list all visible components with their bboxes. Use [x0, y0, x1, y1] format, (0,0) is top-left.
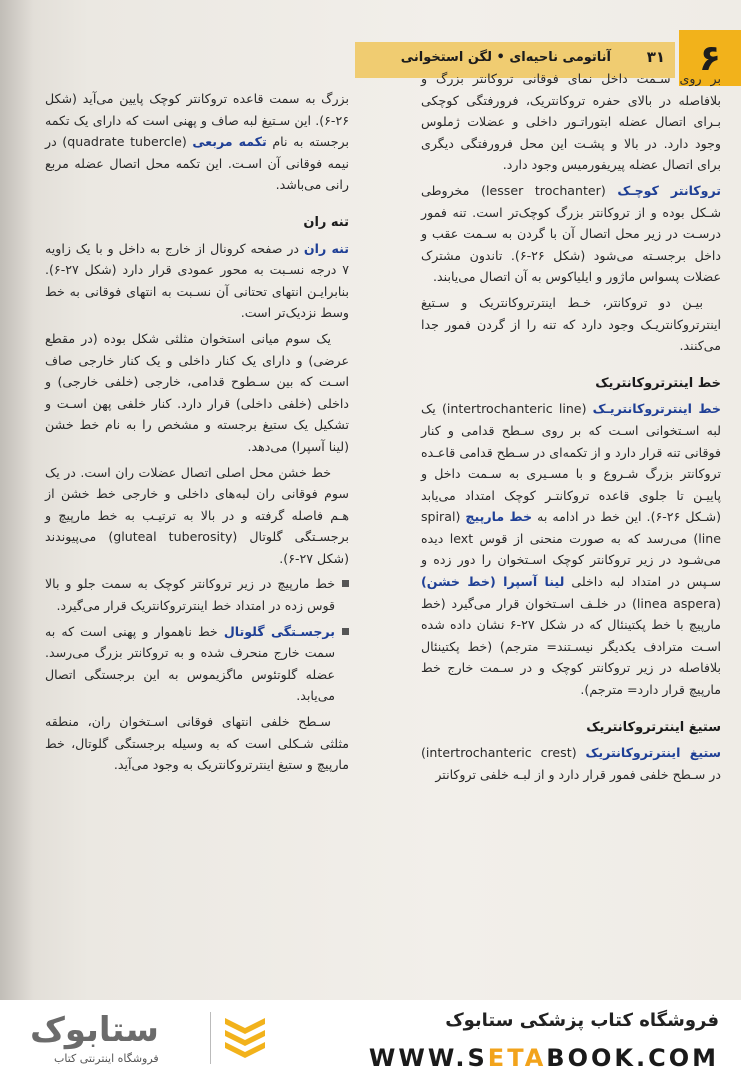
left-column	[45, 88, 349, 780]
url-part: WWW.S	[368, 1044, 488, 1072]
text: خط مارپیچ در زیر تروکانتر کوچک به سمت جلو و بالا قوس زده در امتداد خط اینترتروکانتریک قرار می‌گیرد.	[45, 576, 335, 614]
term-spiral-line: خط مارپیچ	[465, 509, 533, 525]
store-url-link[interactable]	[369, 1044, 719, 1072]
page-gutter-shadow	[0, 0, 34, 1000]
url-accent: ETA	[487, 1044, 547, 1072]
section-heading: ستیغ اینترتروکانتریک	[586, 719, 721, 735]
paragraph-quadrate	[45, 88, 349, 196]
right-column	[421, 68, 721, 789]
paragraph: بیـن دو تروکانتر، خـط اینترتروکانتریک و سـتیغ اینترتروکانتریـک وجود دارد که تنه را از گردن فمور جدا می‌کنند.	[421, 294, 721, 354]
text: در صفحه کرونال از خارج به داخل و با یک زاویه ۷ درجه نسـبت به محور عمودی قرار دارد (شکل ۲۷-۶). بنابرایـن انتهای تحتانی آن نسـبت به انتهای فوقانی به خط وسط نزدیک‌تر است.	[45, 240, 349, 321]
term-intertrochanteric-line: خط اینترتروکانتریـک	[592, 401, 722, 417]
running-title: آناتومی ناحیه‌ای • لگن استخوانی	[400, 50, 611, 65]
term-gluteal-tuberosity: برجسـتگی گلوتال	[223, 623, 335, 639]
paragraph-intertrochanteric-crest	[421, 742, 721, 785]
paragraph: سـطح خلفی انتهای فوقانی اسـتخوان ران، منطقه مثلثی شـکلی است که به وسیله برجستگی گلوتال، خط مارپیچ و ستیغ اینترتروکانتریک به وجود می‌آید.	[45, 714, 349, 773]
text: بزرگ به سمت قاعده تروکانتر کوچک پایین می‌آید (شکل ۲۶-۶). این سـتیغ لبه صاف و پهنی است که دارای یک تکمه برجسته به نام	[45, 91, 349, 150]
chapter-number: ۶	[679, 30, 741, 86]
term-shaft: تنه ران	[303, 240, 349, 256]
term-quadrate-tubercle: تکمه مربعی	[192, 134, 267, 150]
logo-tagline: فروشگاه اینترنتی کتاب	[54, 1052, 159, 1065]
text: (intertrochanteric crest) در سـطح خلفی فمور قرار دارد و از لبـه خلفی تروکانتر	[421, 745, 721, 782]
url-part: BOOK.COM	[546, 1044, 719, 1072]
store-logo	[14, 1010, 194, 1072]
paragraph: یک سوم میانی استخوان مثلثی شکل بوده (در مقطع عرضی) و دارای یک کنار داخلی و یک کنار خارجی صاف اسـت که بین سـطوح قدامی، خارجی (خلفی خارجی) و داخلی (خلفی داخلی) قرار دارد. کنار خلفی پهن اسـت و تشکیل یک ستیغ برجسته و مشخص را به نام خط خشن (لینا آسپرا) می‌دهد.	[45, 330, 349, 454]
logo-divider	[210, 1012, 211, 1064]
bullet-item	[45, 573, 349, 616]
paragraph: بر روی سـمت داخل نمای فوقانی تروکانتر بزرگ و بلافاصله در بالای حفره تروکانتریک، فرورفتگی کوچکی بـرای اتصال عضله ابتوراتـور داخلی و عضلات ژملوس وجود دارد. در بالا و پشـت این محل فرورفتگی دیگری برای اتصال عضله پیریفورمیس وجود دارد.	[421, 71, 721, 173]
text: (quadrate tubercle) در نیمه فوقانی آن اسـت. این تکمه محل اتصال عضله مربع رانی می‌باشد.	[45, 134, 349, 193]
text: (linea aspera) در خلـف اسـتخوان قرار می‌گیرد (خط مارپیچ با خط پکتینئال که در شکل ۲۷-۶ نشان داده شده اسـت مترادف یکدیگر نیسـتند= مترجم) (خط پکتینئال بلافاصله در زیر تروکانتر کوچک و در سـمت خارج خط مارپیچ قرار دارد= مترجم).	[421, 595, 721, 698]
text: (lesser trochanter) مخروطی شـکل بوده و از تروکانتر بزرگ کوچک‌تر است. تنه فمور درسـت در زیر محل اتصال آن با گردن به سـمت عقب و داخل برجسـته می‌شود (شکل ۲۶-۶). تاندون مشترک عضلات پسواس ماژور و ایلیاکوس به آن اتصال می‌یابند.	[421, 182, 721, 285]
text: (spiral line) می‌رسد که به صورت منحنی از قوس lext دیده می‌شـود در زیر تروکانتر کوچک اسـتخوان را دور زده و سـپس در امتداد لبه داخلی	[421, 509, 721, 590]
paragraph-lesser-trochanter	[421, 180, 721, 288]
store-name: فروشگاه کتاب پزشکی ستابوک	[445, 1010, 719, 1031]
term-linea-aspera: لینا آسپرا (خط خشن)	[421, 574, 565, 590]
text: خط ناهموار و پهنی است که به سمت خارج منحرف شده و به تروکانتر بزرگ می‌رسد. عضله گلوتئوس ماگزیموس به این برجستگی اتصال می‌یابد.	[45, 623, 335, 704]
store-footer	[0, 1000, 741, 1080]
logo-wordmark: ستابوک	[30, 1010, 159, 1050]
paragraph-intertrochanteric-line	[421, 398, 721, 700]
page-number: ۳۱	[646, 48, 665, 66]
term-intertrochanteric-crest: ستیغ اینترتروکانتریک	[585, 745, 722, 761]
bullet-square-icon	[342, 628, 349, 635]
paragraph: خط خشن محل اصلی اتصال عضلات ران است. در یک سوم فوقانی ران لبه‌های داخلی و خارجی خط خشن از هـم فاصله گرفته و در بالا به ترتیـب به خط مارپیچ و برجسـتگی گلوتال (gluteal tuberosity) می‌پیوندند (شکل ۲۷-۶).	[45, 464, 349, 566]
book-logo-icon	[222, 1012, 268, 1064]
section-heading: خط اینترتروکانتریک	[595, 375, 721, 391]
term-lesser-trochanter: تروکانتر کوچـک	[617, 182, 722, 198]
section-heading: تنه ران	[303, 214, 349, 230]
bullet-square-icon	[342, 580, 349, 587]
text: (intertrochanteric line) یک لبه اسـتخوانی اسـت که بر روی سـطح قدامی و کنار فوقانی تنه قرار دارد و از تکمه‌ای در سـطح قدامی قاعـده تروکانتر بزرگ شـروع و با مسـیری به سـمت داخل و پاییـن تا جلوی قاعده تروکانتـر کوچک امتداد می‌یابد (شـکل ۲۶-۶). این خط در ادامه به	[421, 401, 721, 525]
paragraph-shaft	[45, 238, 349, 324]
bullet-item	[45, 621, 349, 707]
